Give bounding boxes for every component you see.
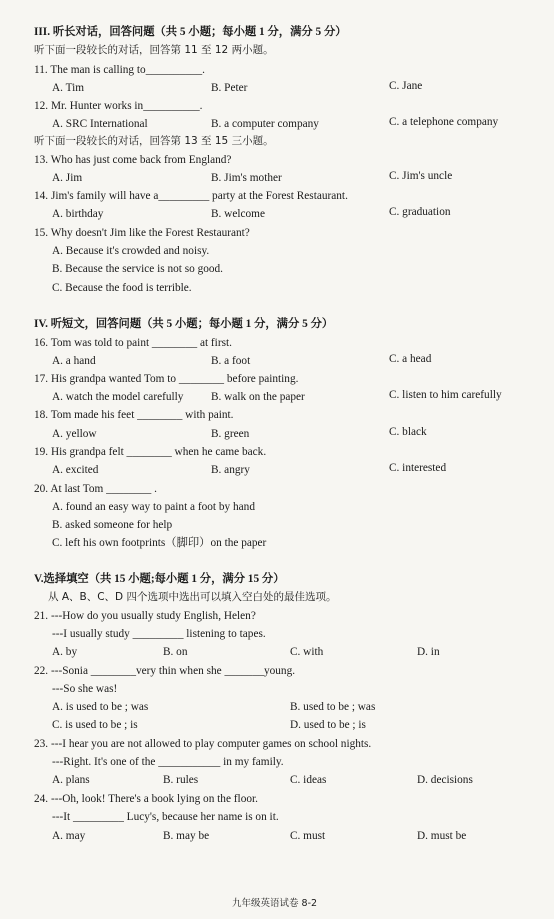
question-17: 17. His grandpa wanted Tom to ________ before painting. [34,373,299,385]
q24-option-a: A. may [52,830,86,842]
question-19: 19. His grandpa felt ________ when he came back. [34,446,267,458]
q22-option-d: D. used to be ; is [290,719,366,731]
q18-option-a: A. yellow [52,428,97,440]
q21-response: ---I usually study _________ listening to tapes. [52,628,266,640]
question-15: 15. Why doesn't Jim like the Forest Restaurant? [34,227,250,239]
q13-option-b: B. Jim's mother [211,172,282,184]
q12-option-b: B. a computer company [211,118,319,130]
q24-option-b: B. may be [163,830,210,842]
q21-option-c: C. with [290,646,324,658]
q20-option-b: B. asked someone for help [52,519,173,531]
q13-option-c: C. Jim's uncle [389,170,453,182]
q15-option-a: A. Because it's crowded and noisy. [52,245,210,257]
question-18: 18. Tom made his feet ________ with paint. [34,409,234,421]
q14-option-c: C. graduation [389,206,451,218]
q20-option-a: A. found an easy way to paint a foot by hand [52,501,255,513]
section-3-header: III. 听长对话，回答问题（共 5 小题；每小题 1 分，满分 5 分） [34,26,347,38]
question-22: 22. ---Sonia ________very thin when she _______young. [34,665,296,677]
q22-option-a: A. is used to be ; was [52,701,149,713]
q12-option-a: A. SRC International [52,118,148,130]
q24-option-c: C. must [290,830,326,842]
question-14: 14. Jim's family will have a_________ party at the Forest Restaurant. [34,190,348,202]
question-12: 12. Mr. Hunter works in__________. [34,100,203,112]
q17-option-b: B. walk on the paper [211,391,305,403]
question-11: 11. The man is calling to__________. [34,64,206,76]
q24-option-d: D. must be [417,830,467,842]
question-21: 21. ---How do you usually study English, Helen? [34,610,256,622]
q13-option-a: A. Jim [52,172,83,184]
q12-option-c: C. a telephone company [389,116,499,128]
question-23: 23. ---I hear you are not allowed to play computer games on school nights. [34,738,372,750]
q14-option-b: B. welcome [211,208,265,220]
q23-option-c: C. ideas [290,774,327,786]
q11-option-c: C. Jane [389,80,423,92]
q21-option-a: A. by [52,646,78,658]
section-3-instruction-1: 听下面一段较长的对话，回答第 11 至 12 两小题。 [34,44,274,56]
q16-option-a: A. a hand [52,355,96,367]
q16-option-c: C. a head [389,353,432,365]
question-24: 24. ---Oh, look! There's a book lying on the floor. [34,793,258,805]
q23-option-a: A. plans [52,774,90,786]
q19-option-b: B. angry [211,464,250,476]
section-5-header: V.选择填空（共 15 小题;每小题 1 分，满分 15 分） [34,573,285,585]
question-13: 13. Who has just come back from England? [34,154,232,166]
q15-option-b: B. Because the service is not so good. [52,263,223,275]
q19-option-c: C. interested [389,462,447,474]
q11-option-a: A. Tim [52,82,85,94]
q18-option-b: B. green [211,428,250,440]
q24-response: ---It _________ Lucy's, because her name is on it. [52,811,279,823]
section-5-instruction: 从 A、B、C、D 四个选项中选出可以填入空白处的最佳选项。 [48,591,337,603]
page-footer: 九年级英语试卷 8-2 [232,898,318,909]
question-16: 16. Tom was told to paint ________ at first. [34,337,232,349]
q23-option-d: D. decisions [417,774,473,786]
q15-option-c: C. Because the food is terrible. [52,282,192,294]
q21-option-d: D. in [417,646,440,658]
q16-option-b: B. a foot [211,355,251,367]
q23-response: ---Right. It's one of the ___________ in my family. [52,756,284,768]
q17-option-c: C. listen to him carefully [389,389,502,401]
q22-option-b: B. used to be ; was [290,701,376,713]
q11-option-b: B. Peter [211,82,248,94]
section-3-instruction-2: 听下面一段较长的对话，回答第 13 至 15 三小题。 [34,135,274,147]
q17-option-a: A. watch the model carefully [52,391,184,403]
question-20: 20. At last Tom ________ . [34,483,157,495]
q22-option-c: C. is used to be ; is [52,719,138,731]
q20-option-c: C. left his own footprints（脚印）on the paper [52,537,267,549]
q19-option-a: A. excited [52,464,99,476]
q18-option-c: C. black [389,426,427,438]
q23-option-b: B. rules [163,774,199,786]
q14-option-a: A. birthday [52,208,104,220]
q22-response: ---So she was! [52,683,118,695]
q21-option-b: B. on [163,646,188,658]
section-4-header: IV. 听短文，回答问题（共 5 小题；每小题 1 分，满分 5 分） [34,318,334,330]
